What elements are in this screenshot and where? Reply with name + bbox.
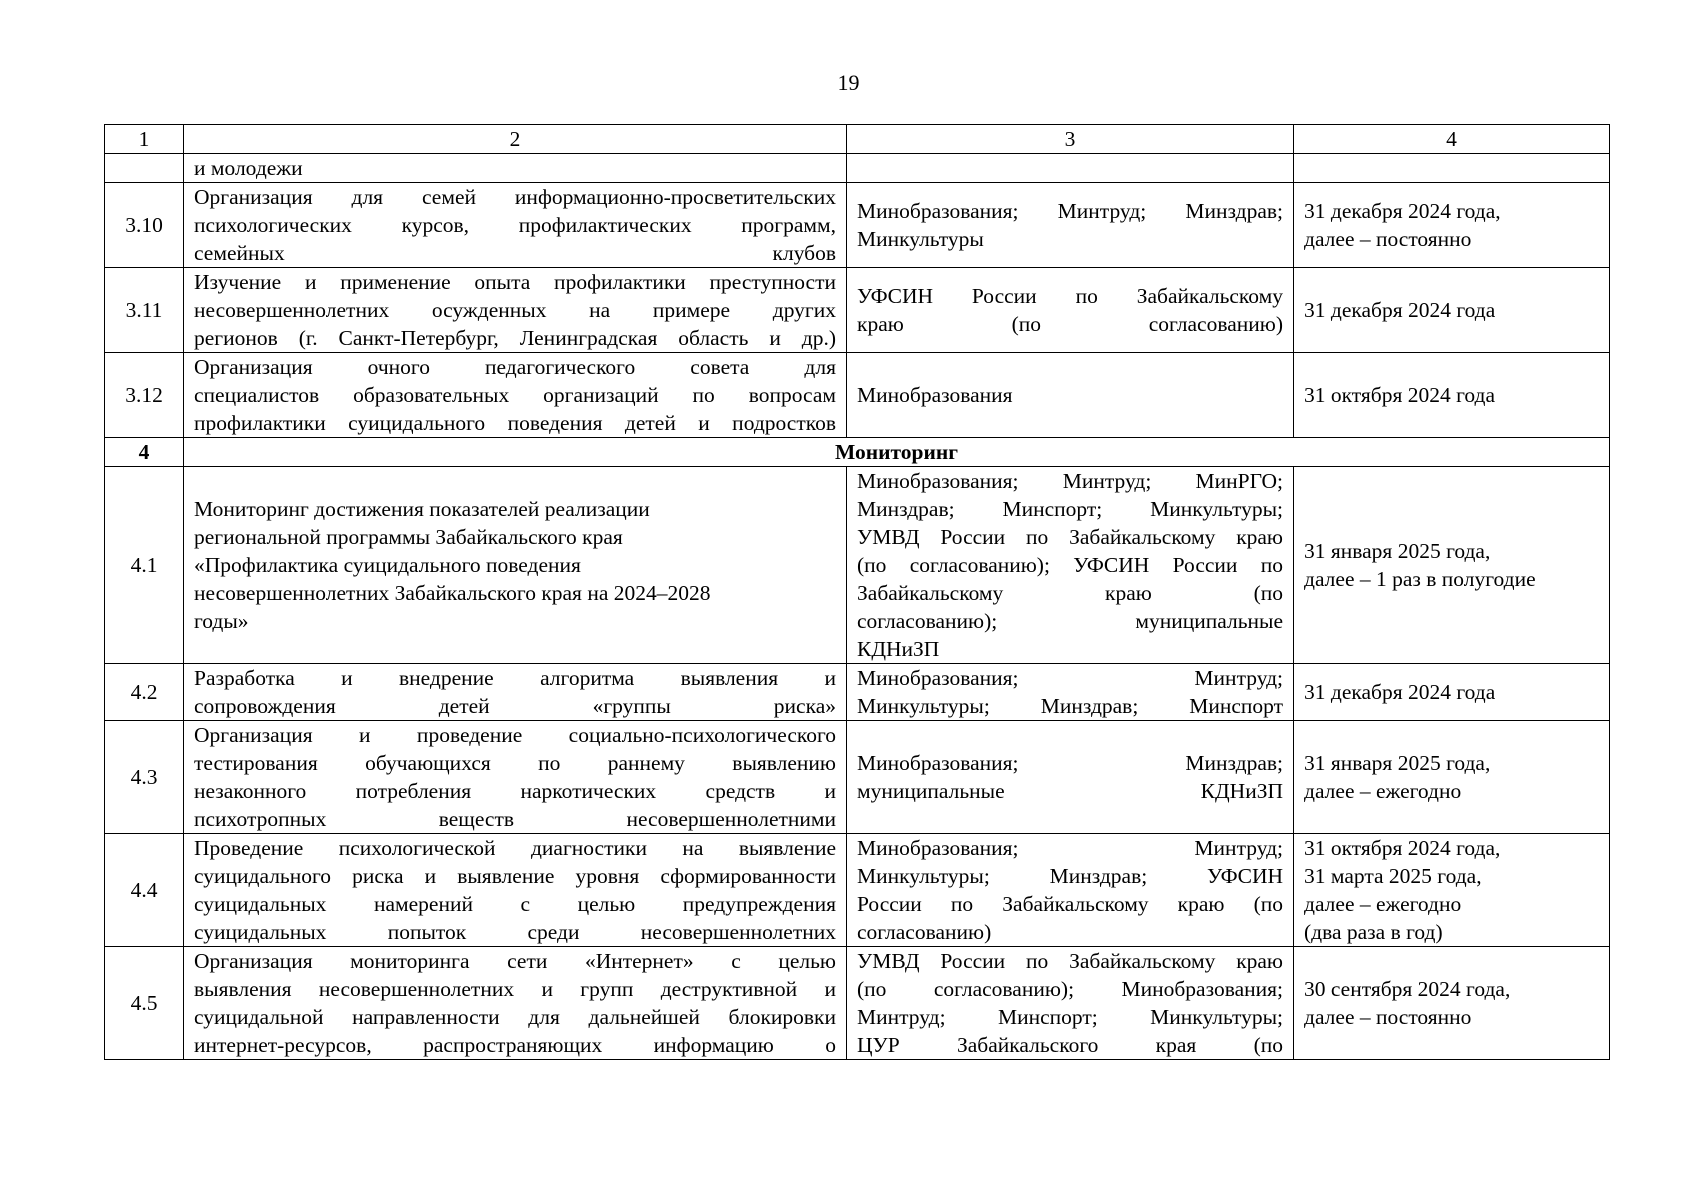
header-col-4: 4 [1294, 125, 1610, 154]
activity-description [184, 268, 847, 353]
activity-description-line: Разработка и внедрение алгоритма выявления и [194, 666, 836, 690]
empty-cell [1294, 154, 1610, 183]
responsible-executors [847, 467, 1294, 664]
header-col-1: 1 [105, 125, 184, 154]
activity-description-line: регионов (г. Санкт-Петербург, Ленинградская область и др.) [194, 326, 836, 350]
continuation-row [105, 154, 1610, 183]
activity-description [184, 947, 847, 1060]
activity-description [184, 721, 847, 834]
table-row [105, 268, 1610, 353]
responsible-executors [847, 268, 1294, 353]
responsible-executors [847, 353, 1294, 438]
deadline-line: 31 марта 2025 года, [1304, 864, 1482, 888]
deadline [1294, 353, 1610, 438]
row-number: 4.3 [105, 721, 184, 834]
table-row [105, 947, 1610, 1060]
activity-description-line: Изучение и применение опыта профилактики преступности [194, 270, 836, 294]
page-number: 19 [837, 70, 860, 95]
activity-description-line: суицидальных попыток среди несовершеннолетних [194, 920, 836, 944]
deadline [1294, 834, 1610, 947]
responsible-executors-line: Минобразования; Минздрав; [857, 751, 1283, 775]
activity-description [184, 353, 847, 438]
activity-description-line: несовершеннолетних осужденных на примере других [194, 298, 836, 322]
activity-description-line: интернет-ресурсов, распространяющих информацию о [194, 1033, 836, 1057]
responsible-executors-line: Минобразования [857, 383, 1013, 407]
row-number: 3.10 [105, 183, 184, 268]
deadline-line: далее – постоянно [1304, 1005, 1472, 1029]
responsible-executors-line: (по согласованию); УФСИН России по [857, 553, 1283, 577]
deadline-line: 30 сентября 2024 года, [1304, 977, 1511, 1001]
deadline [1294, 467, 1610, 664]
deadline-line: 31 декабря 2024 года [1304, 680, 1496, 704]
activity-description-line: Организация для семей информационно-просветительских [194, 185, 836, 209]
responsible-executors-line: Минкультуры; Минздрав; Минспорт [857, 694, 1283, 718]
responsible-executors-line: Минкультуры; Минздрав; УФСИН [857, 864, 1283, 888]
row-number: 4.4 [105, 834, 184, 947]
activity-description-line: суицидальных намерений с целью предупреждения [194, 892, 836, 916]
activity-description-line: годы» [194, 609, 249, 633]
activity-description-line: выявления несовершеннолетних и групп деструктивной и [194, 977, 836, 1001]
responsible-executors-line: УМВД России по Забайкальскому краю [857, 525, 1283, 549]
row-number: 3.12 [105, 353, 184, 438]
continuation-text: и молодежи [184, 154, 847, 183]
activity-description [184, 467, 847, 664]
responsible-executors-line: России по Забайкальскому краю (по [857, 892, 1283, 916]
deadline-line: 31 октября 2024 года, [1304, 836, 1501, 860]
deadline-line: 31 декабря 2024 года [1304, 298, 1496, 322]
responsible-executors-line: Минкультуры [857, 227, 984, 251]
header-col-2: 2 [184, 125, 847, 154]
responsible-executors-line: ЦУР Забайкальского края (по [857, 1033, 1283, 1057]
activity-description [184, 664, 847, 721]
activity-description-line: специалистов образовательных организаций по вопросам [194, 383, 836, 407]
responsible-executors-line: согласованию); муниципальные [857, 609, 1283, 633]
responsible-executors-line: Минобразования; Минтруд; [857, 666, 1283, 690]
section-number: 4 [105, 438, 184, 467]
deadline-line: далее – ежегодно [1304, 779, 1462, 803]
responsible-executors-line: Минобразования; Минтруд; [857, 836, 1283, 860]
activity-description-line: «Профилактика суицидального поведения [194, 553, 581, 577]
deadline-line: 31 октября 2024 года [1304, 383, 1496, 407]
row-number: 4.5 [105, 947, 184, 1060]
section-3-rows [105, 183, 1610, 438]
activity-description-line: психотропных веществ несовершеннолетними [194, 807, 836, 831]
activity-description-line: несовершеннолетних Забайкальского края на 2024–2028 [194, 581, 711, 605]
row-number: 4.2 [105, 664, 184, 721]
deadline-line: далее – 1 раз в полугодие [1304, 567, 1536, 591]
responsible-executors-line: согласованию) [857, 920, 992, 944]
activity-description [184, 834, 847, 947]
deadline-line: 31 декабря 2024 года, [1304, 199, 1501, 223]
responsible-executors-line: (по согласованию); Минобразования; [857, 977, 1283, 1001]
activity-description-line: Организация очного педагогического совета для [194, 355, 836, 379]
deadline [1294, 268, 1610, 353]
deadline [1294, 183, 1610, 268]
deadline-line: 31 января 2025 года, [1304, 751, 1491, 775]
table-row [105, 721, 1610, 834]
responsible-executors [847, 183, 1294, 268]
responsible-executors-line: Минздрав; Минспорт; Минкультуры; [857, 497, 1283, 521]
activity-description-line: Организация и проведение социально-психологического [194, 723, 836, 747]
header-col-3: 3 [847, 125, 1294, 154]
activity-description-line: Мониторинг достижения показателей реализации [194, 497, 650, 521]
activity-description-line: тестирования обучающихся по раннему выявлению [194, 751, 836, 775]
responsible-executors [847, 947, 1294, 1060]
row-number: 3.11 [105, 268, 184, 353]
responsible-executors [847, 664, 1294, 721]
deadline-line: (два раза в год) [1304, 920, 1443, 944]
responsible-executors-line: Минобразования; Минтруд; Минздрав; [857, 199, 1283, 223]
deadline-line: 31 января 2025 года, [1304, 539, 1491, 563]
activity-description-line: профилактики суицидального поведения детей и подростков [194, 411, 836, 435]
responsible-executors-line: УФСИН России по Забайкальскому [857, 284, 1283, 308]
table-row [105, 467, 1610, 664]
header-row [105, 125, 1610, 154]
responsible-executors-line: УМВД России по Забайкальскому краю [857, 949, 1283, 973]
activity-description-line: незаконного потребления наркотических средств и [194, 779, 836, 803]
activity-description-line: психологических курсов, профилактических программ, [194, 213, 836, 237]
activity-description-line: суицидальной направленности для дальнейшей блокировки [194, 1005, 836, 1029]
table-row [105, 353, 1610, 438]
activity-description-line: суицидального риска и выявление уровня сформированности [194, 864, 836, 888]
empty-cell [847, 154, 1294, 183]
responsible-executors-line: краю (по согласованию) [857, 312, 1283, 336]
activity-description-line: сопровождения детей «группы риска» [194, 694, 836, 718]
deadline [1294, 947, 1610, 1060]
section-title: Мониторинг [184, 438, 1610, 467]
responsible-executors-line: КДНиЗП [857, 637, 940, 661]
responsible-executors-line: муниципальные КДНиЗП [857, 779, 1283, 803]
row-number: 4.1 [105, 467, 184, 664]
table-row [105, 834, 1610, 947]
activity-description-line: региональной программы Забайкальского края [194, 525, 623, 549]
responsible-executors-line: Минтруд; Минспорт; Минкультуры; [857, 1005, 1283, 1029]
responsible-executors-line: Минобразования; Минтруд; МинРГО; [857, 469, 1283, 493]
section-4-rows [105, 467, 1610, 1060]
responsible-executors [847, 834, 1294, 947]
deadline-line: далее – постоянно [1304, 227, 1472, 251]
deadline [1294, 664, 1610, 721]
table-row [105, 183, 1610, 268]
plan-table [104, 124, 1610, 1060]
deadline-line: далее – ежегодно [1304, 892, 1462, 916]
activity-description-line: Проведение психологической диагностики на выявление [194, 836, 836, 860]
responsible-executors-line: Забайкальскому краю (по [857, 581, 1283, 605]
deadline [1294, 721, 1610, 834]
responsible-executors [847, 721, 1294, 834]
table-row [105, 664, 1610, 721]
activity-description-line: семейных клубов [194, 241, 836, 265]
section-row [105, 438, 1610, 467]
activity-description-line: Организация мониторинга сети «Интернет» с целью [194, 949, 836, 973]
activity-description [184, 183, 847, 268]
empty-cell [105, 154, 184, 183]
